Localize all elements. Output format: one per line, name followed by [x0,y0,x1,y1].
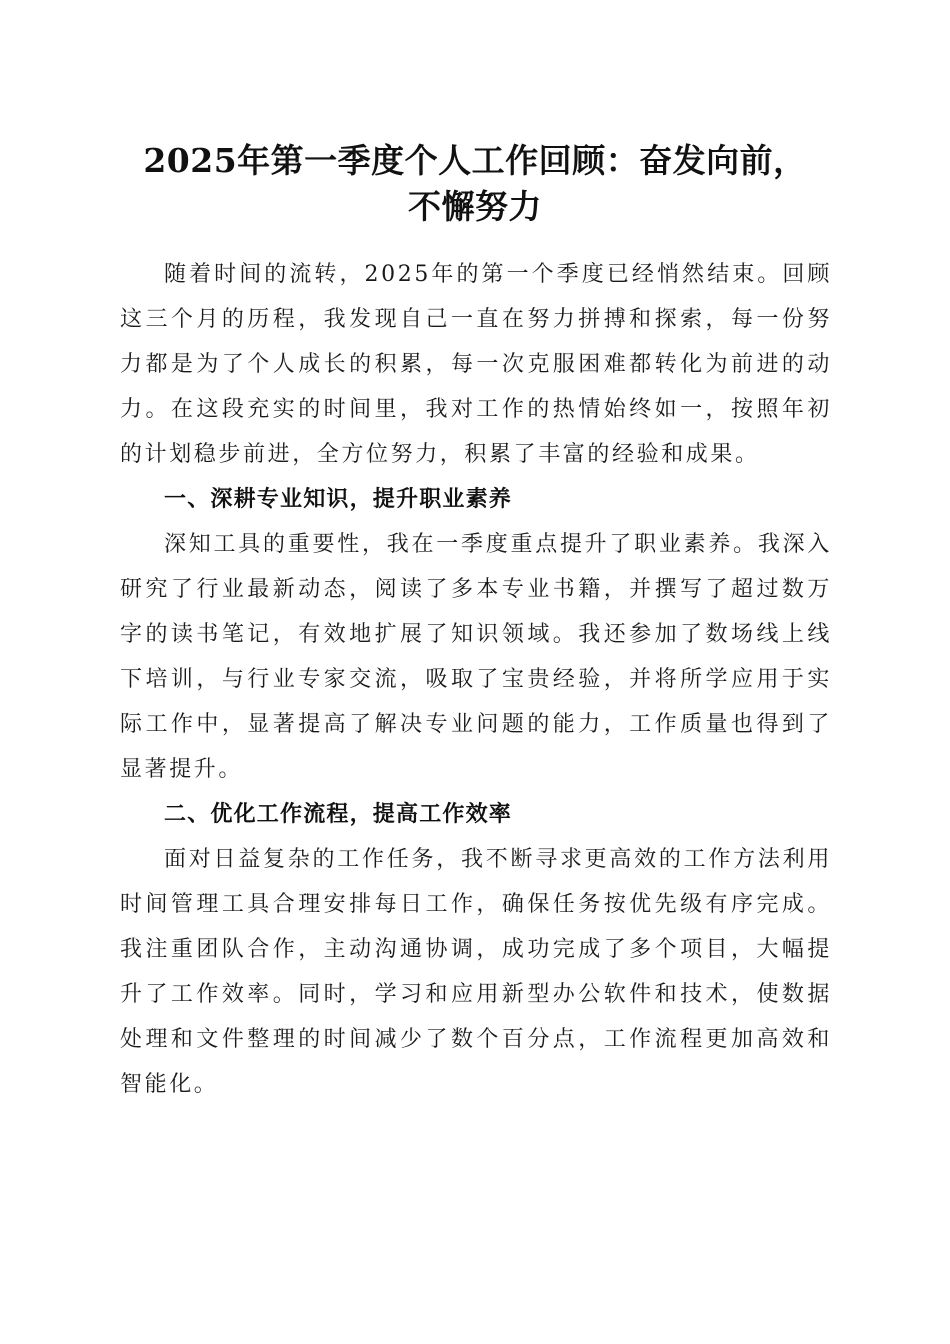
section-heading-1: 一、深耕专业知识，提升职业素养 [164,487,513,512]
document-title [100,138,850,230]
intro-paragraph: 随着时间的流转，2025年的第一个季度已经悄然结束。回顾这三个月的历程，我发现自己一直在努力拼搏和探索，每一份努力都是为了个人成长的积累，每一次克服困难都转化为前进的动力。在这段充实的时间里，我对工作的热情始终如一，按照年初的计划稳步前进，全方位努力，积累了丰富的经验和成果。 [120,262,832,467]
section-paragraph-1: 深知工具的重要性，我在一季度重点提升了职业素养。我深入研究了行业最新动态，阅读了多本专业书籍，并撰写了超过数万字的读书笔记，有效地扩展了知识领域。我还参加了数场线上线下培训，与行业专家交流，吸取了宝贵经验，并将所学应用于实际工作中，显著提高了解决专业问题的能力，工作质量也得到了显著提升。 [120,532,832,782]
title-line-1: 2025年第一季度个人工作回顾：奋发向前， [143,141,807,180]
section-heading-2: 二、优化工作流程，提高工作效率 [164,802,513,827]
title-line-2: 不懈努力 [408,187,542,226]
document-body [120,252,832,1107]
section-paragraph-2: 面对日益复杂的工作任务，我不断寻求更高效的工作方法利用时间管理工具合理安排每日工作，确保任务按优先级有序完成。我注重团队合作，主动沟通协调，成功完成了多个项目，大幅提升了工作效率。同时，学习和应用新型办公软件和技术，使数据处理和文件整理的时间减少了数个百分点，工作流程更加高效和智能化。 [120,847,832,1097]
